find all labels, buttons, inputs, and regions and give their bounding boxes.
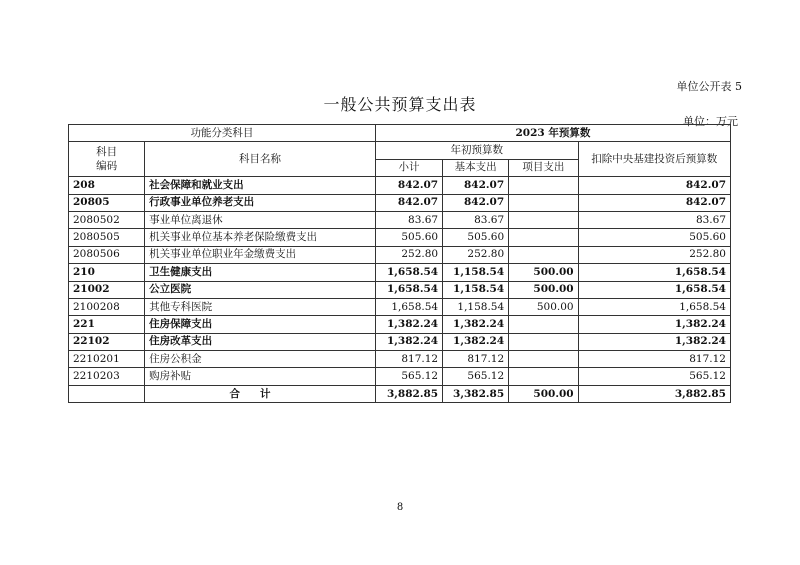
row-code: 208 <box>69 177 145 194</box>
row-project <box>509 351 578 368</box>
row-basic: 252.80 <box>443 246 509 263</box>
row-code: 2210203 <box>69 368 145 385</box>
row-code: 2080502 <box>69 211 145 228</box>
page-number: 8 <box>396 502 404 513</box>
total-net: 3,882.85 <box>578 385 730 402</box>
row-net: 252.80 <box>578 246 730 263</box>
row-code: 2080505 <box>69 229 145 246</box>
row-net: 1,382.24 <box>578 316 730 333</box>
row-project <box>509 316 578 333</box>
row-code: 21002 <box>69 281 145 298</box>
table-row <box>69 316 731 333</box>
row-project: 500.00 <box>509 264 578 281</box>
row-net: 1,658.54 <box>578 264 730 281</box>
row-subtotal: 817.12 <box>375 351 442 368</box>
header-basic: 基本支出 <box>443 159 509 176</box>
table-row <box>69 368 731 385</box>
row-project <box>509 229 578 246</box>
row-net: 1,382.24 <box>578 333 730 350</box>
row-subtotal: 252.80 <box>375 246 442 263</box>
row-subtotal: 83.67 <box>375 211 442 228</box>
row-name: 其他专科医院 <box>145 298 376 315</box>
row-code: 2080506 <box>69 246 145 263</box>
row-net: 505.60 <box>578 229 730 246</box>
total-code-cell <box>69 385 145 402</box>
row-name: 公立医院 <box>145 281 376 298</box>
row-code: 20805 <box>69 194 145 211</box>
row-project <box>509 211 578 228</box>
total-project: 500.00 <box>509 385 578 402</box>
row-name: 卫生健康支出 <box>145 264 376 281</box>
row-code: 2210201 <box>69 351 145 368</box>
table-body <box>69 177 731 386</box>
row-code: 22102 <box>69 333 145 350</box>
row-basic: 1,158.54 <box>443 264 509 281</box>
table-row <box>69 351 731 368</box>
table-row <box>69 211 731 228</box>
row-basic: 817.12 <box>443 351 509 368</box>
total-basic: 3,382.85 <box>443 385 509 402</box>
row-net: 842.07 <box>578 177 730 194</box>
row-subtotal: 1,382.24 <box>375 316 442 333</box>
row-code: 210 <box>69 264 145 281</box>
row-subtotal: 842.07 <box>375 194 442 211</box>
header-year-group: 2023 年预算数 <box>375 125 730 142</box>
table-row <box>69 246 731 263</box>
row-name: 住房保障支出 <box>145 316 376 333</box>
row-code: 221 <box>69 316 145 333</box>
header-code: 科目 编码 <box>69 142 145 177</box>
table-row <box>69 333 731 350</box>
header-initial-group: 年初预算数 <box>375 142 578 159</box>
row-project <box>509 246 578 263</box>
row-net: 83.67 <box>578 211 730 228</box>
row-subtotal: 1,382.24 <box>375 333 442 350</box>
header-category-group: 功能分类科目 <box>69 125 376 142</box>
row-name: 社会保障和就业支出 <box>145 177 376 194</box>
row-project <box>509 177 578 194</box>
total-row <box>69 385 731 402</box>
row-project <box>509 333 578 350</box>
row-project: 500.00 <box>509 298 578 315</box>
row-net: 817.12 <box>578 351 730 368</box>
row-name: 事业单位离退休 <box>145 211 376 228</box>
row-basic: 505.60 <box>443 229 509 246</box>
table-row <box>69 194 731 211</box>
row-name: 行政事业单位养老支出 <box>145 194 376 211</box>
table-number-note: 单位公开表 5 <box>676 80 742 93</box>
header-net: 扣除中央基建投资后预算数 <box>578 142 730 177</box>
row-basic: 1,158.54 <box>443 298 509 315</box>
table-row <box>69 264 731 281</box>
budget-table <box>68 124 731 403</box>
row-subtotal: 842.07 <box>375 177 442 194</box>
total-label: 合计 <box>145 385 376 402</box>
table-row <box>69 298 731 315</box>
row-net: 842.07 <box>578 194 730 211</box>
row-basic: 83.67 <box>443 211 509 228</box>
row-project: 500.00 <box>509 281 578 298</box>
row-code: 2100208 <box>69 298 145 315</box>
row-basic: 842.07 <box>443 194 509 211</box>
row-subtotal: 1,658.54 <box>375 281 442 298</box>
row-name: 住房公积金 <box>145 351 376 368</box>
header-name: 科目名称 <box>145 142 376 177</box>
row-name: 机关事业单位基本养老保险缴费支出 <box>145 229 376 246</box>
table-row <box>69 281 731 298</box>
row-basic: 1,158.54 <box>443 281 509 298</box>
table-row <box>69 177 731 194</box>
row-subtotal: 565.12 <box>375 368 442 385</box>
total-subtotal: 3,882.85 <box>375 385 442 402</box>
row-basic: 1,382.24 <box>443 333 509 350</box>
row-net: 565.12 <box>578 368 730 385</box>
row-subtotal: 505.60 <box>375 229 442 246</box>
row-net: 1,658.54 <box>578 298 730 315</box>
row-basic: 1,382.24 <box>443 316 509 333</box>
header-subtotal: 小计 <box>375 159 442 176</box>
page-title: 一般公共预算支出表 <box>323 95 477 114</box>
table-row <box>69 229 731 246</box>
row-name: 购房补贴 <box>145 368 376 385</box>
header-project: 项目支出 <box>509 159 578 176</box>
row-name: 机关事业单位职业年金缴费支出 <box>145 246 376 263</box>
row-basic: 842.07 <box>443 177 509 194</box>
row-net: 1,658.54 <box>578 281 730 298</box>
row-name: 住房改革支出 <box>145 333 376 350</box>
row-subtotal: 1,658.54 <box>375 264 442 281</box>
unit-label: 单位：万元 <box>683 115 738 128</box>
row-subtotal: 1,658.54 <box>375 298 442 315</box>
row-project <box>509 368 578 385</box>
row-project <box>509 194 578 211</box>
row-basic: 565.12 <box>443 368 509 385</box>
